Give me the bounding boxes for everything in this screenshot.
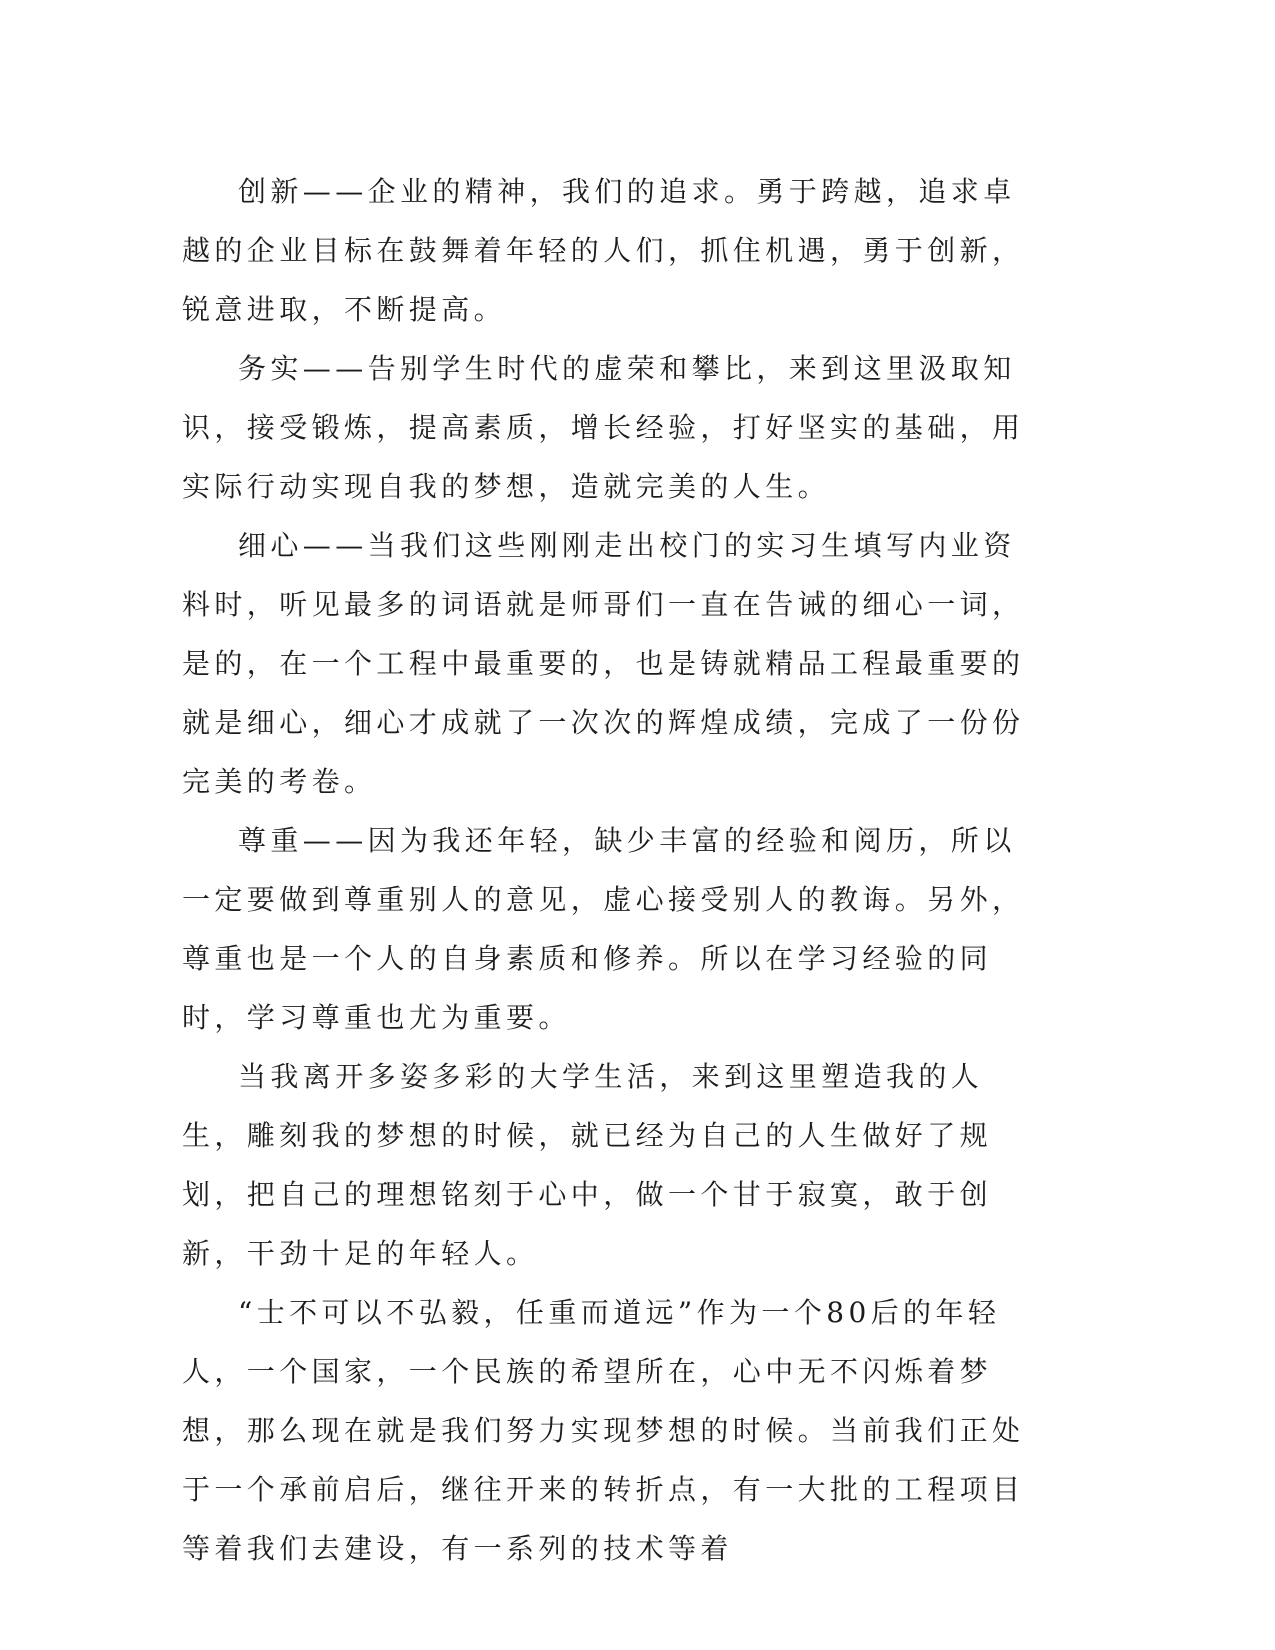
paragraph-respect: 尊重——因为我还年轻，缺少丰富的经验和阅历，所以一定要做到尊重别人的意见，虚心接受别人的教诲。另外，尊重也是一个人的自身素质和修养。所以在学习经验的同时，学习尊重也尤为重要。: [182, 824, 1025, 1034]
document-body: [182, 162, 1038, 1578]
paragraph-dream: “士不可以不弘毅，任重而道远”作为一个80后的年轻人，一个国家，一个民族的希望所在，心中无不闪烁着梦想，那么现在就是我们努力实现梦想的时候。当前我们正处于一个承前启后，继往开来的转折点，有一大批的工程项目等着我们去建设，有一系列的技术等着: [182, 1296, 1025, 1565]
paragraph-innovation: 创新——企业的精神，我们的追求。勇于跨越，追求卓越的企业目标在鼓舞着年轻的人们，抓住机遇，勇于创新，锐意进取，不断提高。: [182, 175, 1025, 326]
paragraph-life-plan: 当我离开多姿多彩的大学生活，来到这里塑造我的人生，雕刻我的梦想的时候，就已经为自己的人生做好了规划，把自己的理想铭刻于心中，做一个甘于寂寞，敢于创新，干劲十足的年轻人。: [182, 1060, 993, 1270]
paragraph-carefulness: 细心——当我们这些刚刚走出校门的实习生填写内业资料时，听见最多的词语就是师哥们一直在告诫的细心一词，是的，在一个工程中最重要的，也是铸就精品工程最重要的就是细心，细心才成就了一次次的辉煌成绩，完成了一份份完美的考卷。: [182, 529, 1025, 798]
paragraph-pragmatism: 务实——告别学生时代的虚荣和攀比，来到这里汲取知识，接受锻炼，提高素质，增长经验，打好坚实的基础，用实际行动实现自我的梦想，造就完美的人生。: [182, 352, 1025, 503]
